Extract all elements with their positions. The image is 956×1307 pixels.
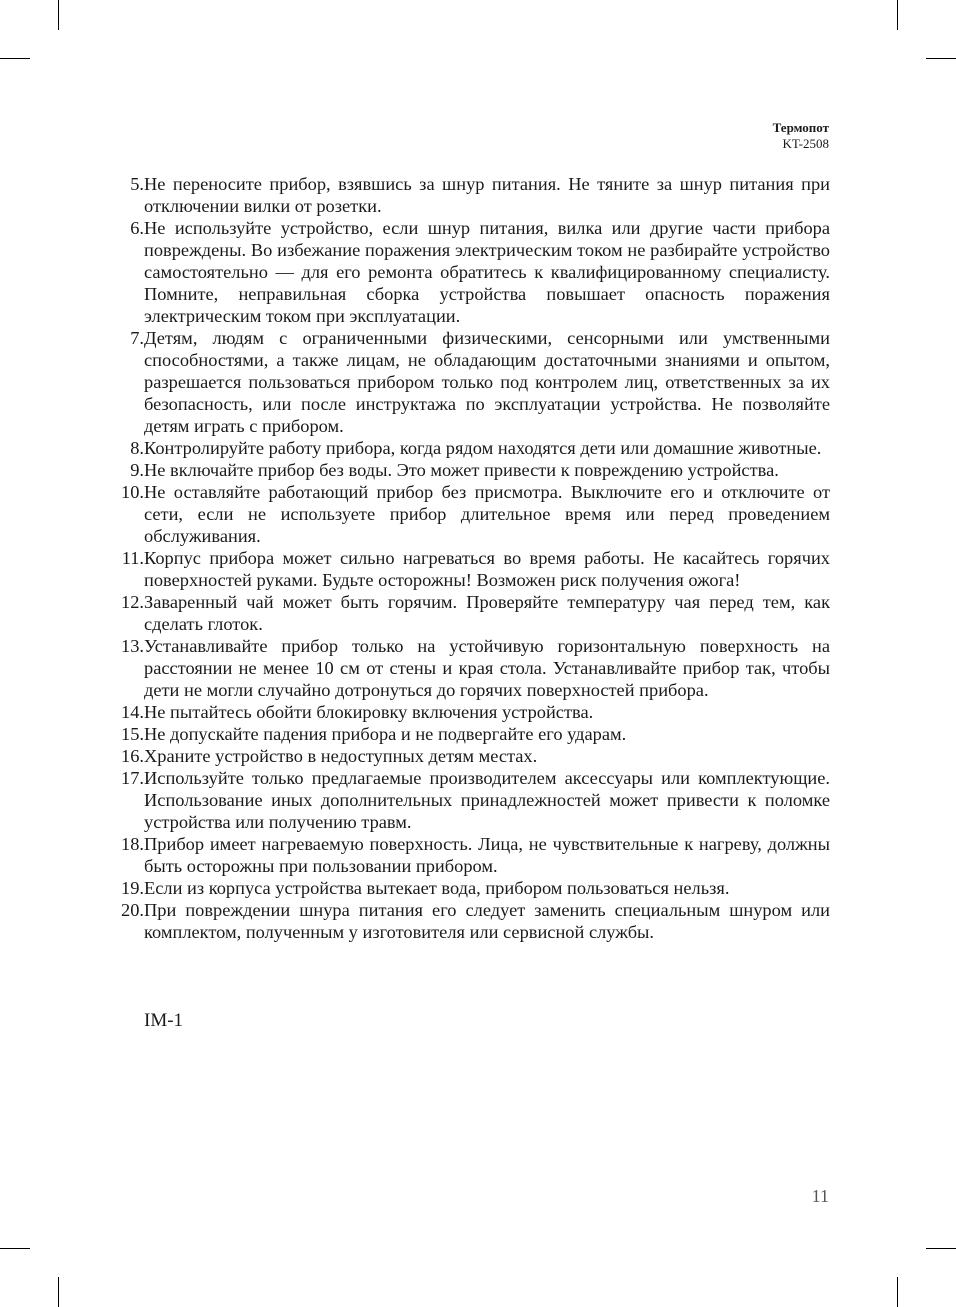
item-text: Заваренный чай может быть горячим. Проверяйте температуру чая перед тем, как сделать глоток.	[144, 592, 830, 634]
item-text: Корпус прибора может сильно нагреваться во время работы. Не касайтесь горячих поверхностей руками. Будьте осторожны! Возможен риск получения ожога!	[144, 548, 830, 590]
item-text: Не оставляйте работающий прибор без присмотра. Выключите его и отключите от сети, если не используете прибор длительное время или перед проведением обслуживания.	[144, 482, 830, 546]
crop-mark	[897, 1277, 898, 1307]
item-text: Не включайте прибор без воды. Это может привести к повреждению устройства.	[144, 460, 779, 480]
list-item	[110, 877, 830, 899]
item-number: 6.	[130, 218, 144, 238]
list-item	[110, 899, 830, 943]
item-number: 13.	[121, 636, 144, 656]
item-number: 18.	[121, 834, 144, 854]
list-item	[110, 327, 830, 437]
crop-mark	[926, 1248, 956, 1249]
safety-instructions-list	[110, 173, 830, 943]
item-text: Не допускайте падения прибора и не подвергайте его ударам.	[144, 724, 627, 744]
crop-mark	[897, 0, 898, 30]
list-item	[110, 481, 830, 547]
item-text: Прибор имеет нагреваемую поверхность. Лица, не чувствительные к нагреву, должны быть осторожны при пользовании прибором.	[144, 834, 830, 876]
item-text: Храните устройство в недоступных детям местах.	[144, 746, 538, 766]
model-number: KT-2508	[782, 136, 829, 151]
item-number: 19.	[121, 878, 144, 898]
crop-mark	[926, 58, 956, 59]
item-text: Устанавливайте прибор только на устойчивую горизонтальную поверхность на расстоянии не менее 10 см от стены и края стола. Устанавливайте прибор так, чтобы дети не могли случайно дотронуться до горячих поверхностей прибора.	[144, 636, 830, 700]
list-item	[110, 459, 830, 481]
list-item	[110, 833, 830, 877]
list-item	[110, 591, 830, 635]
crop-mark	[58, 1277, 59, 1307]
list-item	[110, 217, 830, 327]
item-number: 14.	[121, 702, 144, 722]
item-number: 16.	[121, 746, 144, 766]
list-item	[110, 547, 830, 591]
list-item	[110, 701, 830, 723]
document-code: IM-1	[144, 1010, 184, 1031]
item-number: 11.	[121, 548, 144, 568]
item-text: Не используйте устройство, если шнур питания, вилка или другие части прибора повреждены. Во избежание поражения электрическим током не разбирайте устройство самостоятельно — для его ремонта обратитесь к квалифицированному специалисту. Помните, неправильная сборка устройства повышает опасность поражения электрическим током при эксплуатации.	[144, 218, 830, 326]
running-header	[773, 120, 829, 152]
item-text: Используйте только предлагаемые производителем аксессуары или комплектующие. Использование иных дополнительных принадлежностей может привести к поломке устройства или получению травм.	[144, 768, 830, 832]
list-item	[110, 723, 830, 745]
item-text: При повреждении шнура питания его следует заменить специальным шнуром или комплектом, полученным у изготовителя или сервисной службы.	[144, 900, 830, 942]
product-name: Термопот	[772, 120, 829, 135]
crop-mark	[58, 0, 59, 30]
item-number: 8.	[130, 438, 144, 458]
item-number: 20.	[121, 900, 144, 920]
list-item	[110, 635, 830, 701]
crop-mark	[0, 1248, 30, 1249]
item-text: Если из корпуса устройства вытекает вода, прибором пользоваться нельзя.	[144, 878, 730, 898]
item-text: Детям, людям с ограниченными физическими, сенсорными или умственными способностями, а также лицам, не обладающим достаточными знаниями и опытом, разрешается пользоваться прибором только под контролем лиц, ответственных за их безопасность, или после инструктажа по эксплуатации устройства. Не позволяйте детям играть с прибором.	[144, 328, 830, 436]
item-number: 12.	[121, 592, 144, 612]
crop-mark	[0, 58, 30, 59]
list-item	[110, 437, 830, 459]
item-text: Не пытайтесь обойти блокировку включения устройства.	[144, 702, 594, 722]
item-text: Не переносите прибор, взявшись за шнур питания. Не тяните за шнур питания при отключении вилки от розетки.	[144, 174, 830, 216]
item-number: 7.	[130, 328, 144, 348]
item-text: Контролируйте работу прибора, когда рядом находятся дети или домашние животные.	[144, 438, 822, 458]
list-item	[110, 767, 830, 833]
list-item	[110, 745, 830, 767]
item-number: 9.	[130, 460, 144, 480]
item-number: 10.	[121, 482, 144, 502]
item-number: 17.	[121, 768, 144, 788]
item-number: 15.	[121, 724, 144, 744]
page-number: 11	[811, 1186, 829, 1206]
item-number: 5.	[130, 174, 144, 194]
list-item	[110, 173, 830, 217]
